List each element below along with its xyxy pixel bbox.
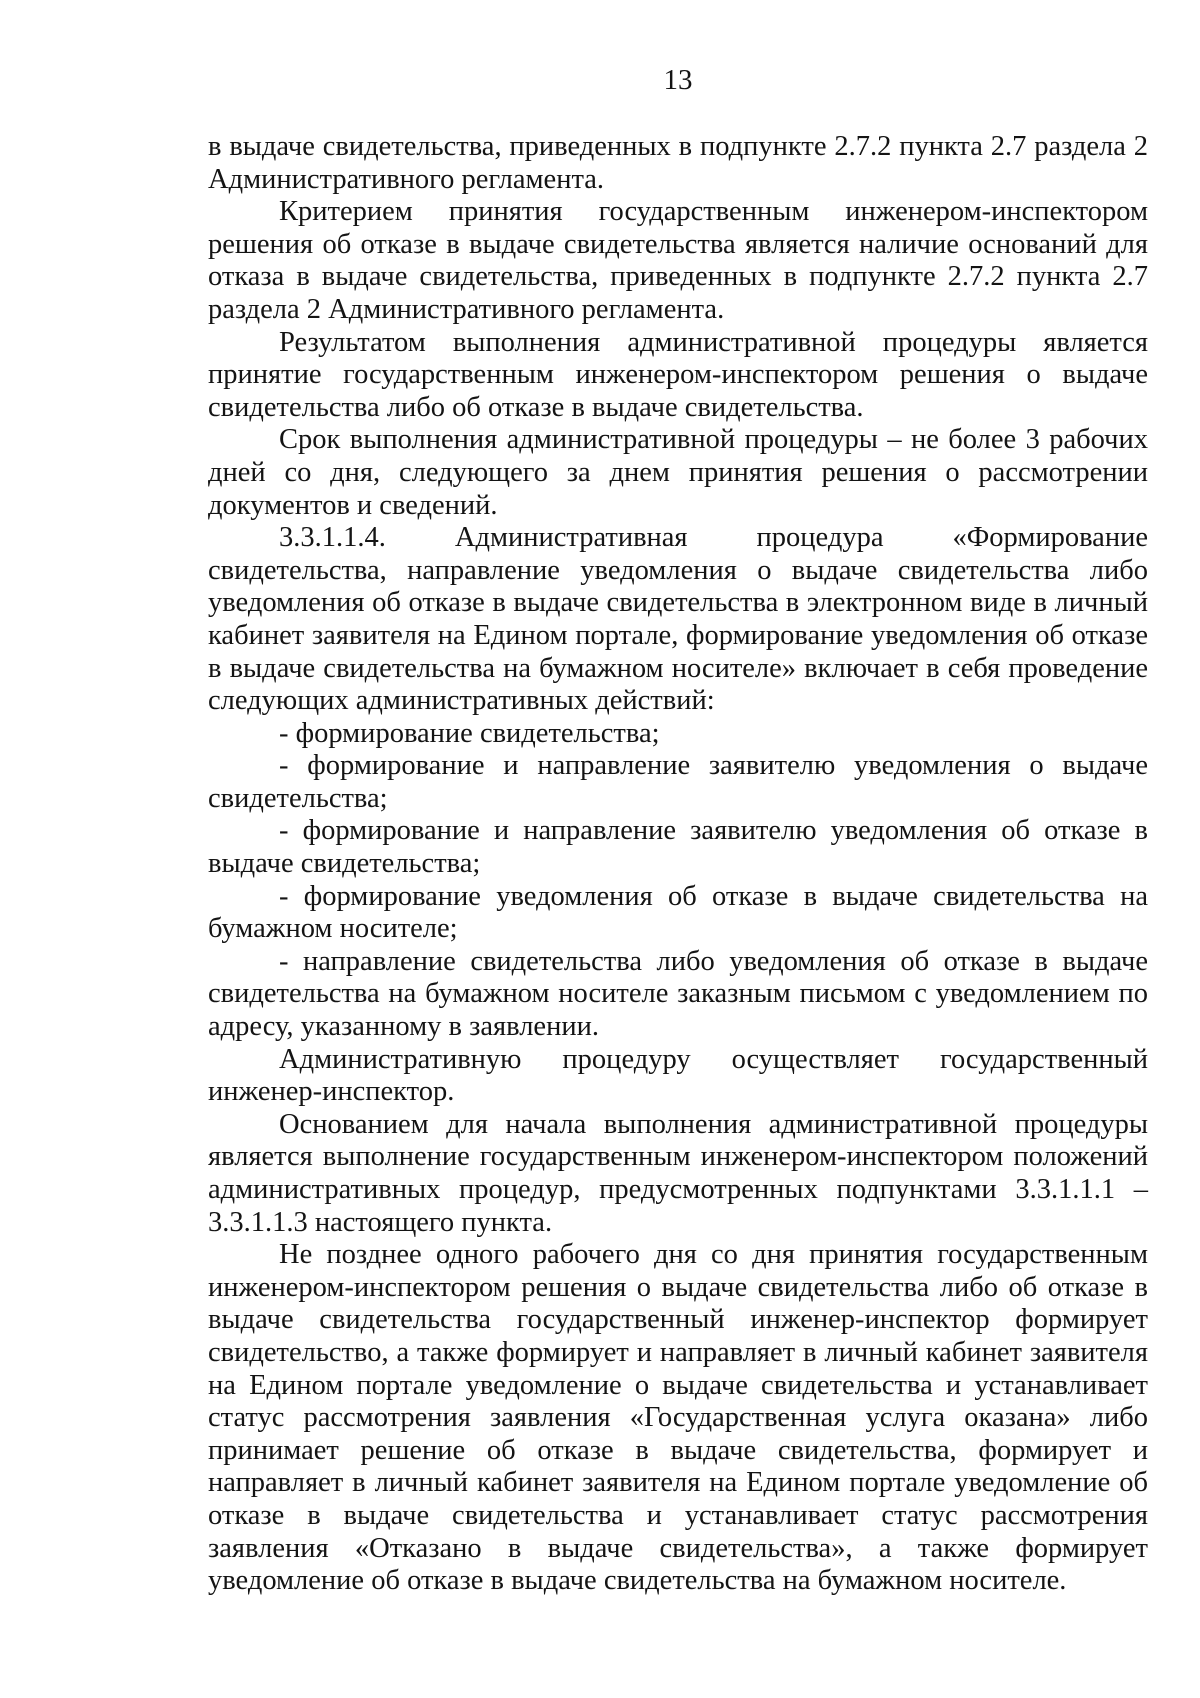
paragraph-procedure-deadline: Не позднее одного рабочего дня со дня принятия государственным инженером-инспектором решения о выдаче свидетельства либо об отказе в выдаче свидетельства государственный инженер-инспектор формирует свидетельство, а также формирует и направляет в личный кабинет заявителя на Едином портале уведомление о выдаче свидетельства и устанавливает статус рассмотрения заявления «Государственная услуга оказана» либо принимает решение об отказе в выдаче свидетельства, формирует и направляет в личный кабинет заявителя на Едином портале уведомление об отказе в выдаче свидетельства и устанавливает статус рассмотрения заявления «Отказано в выдаче свидетельства», а также формирует уведомление об отказе в выдаче свидетельства на бумажном носителе.: [208, 1239, 1148, 1597]
paragraph-procedure-executor: Административную процедуру осуществляет государственный инженер-инспектор.: [208, 1043, 1148, 1108]
list-item: - формирование и направление заявителю уведомления о выдаче свидетельства;: [208, 750, 1148, 814]
list-item: - формирование уведомления об отказе в выдаче свидетельства на бумажном носителе;: [208, 880, 1148, 945]
list-item: - направление свидетельства либо уведомления об отказе в выдаче свидетельства на бумажном носителе заказным письмом с уведомлением по адресу, указанному в заявлении.: [208, 945, 1148, 1043]
document-body: [208, 131, 1148, 1598]
paragraph-continuation: в выдаче свидетельства, приведенных в подпункте 2.7.2 пункта 2.7 раздела 2 Административного регламента.: [208, 131, 1148, 195]
paragraph-refusal-criterion: Критерием принятия государственным инженером-инспектором решения об отказе в выдаче свидетельства является наличие оснований для отказа в выдаче свидетельства, приведенных в подпункте 2.7.2 пункта 2.7 раздела 2 Административного регламента.: [208, 196, 1148, 325]
paragraph-procedure-basis: Основанием для начала выполнения административной процедуры является выполнение государственным инженером-инспектором положений административных процедур, предусмотренных подпунктами 3.3.1.1.1 – 3.3.1.1.3 настоящего пункта.: [208, 1108, 1148, 1238]
list-item: - формирование свидетельства;: [279, 717, 660, 749]
paragraph-procedure-result: Результатом выполнения административной процедуры является принятие государственным инженером-инспектором решения о выдаче свидетельства либо об отказе в выдаче свидетельства.: [208, 326, 1148, 423]
paragraph-section-3-3-1-1-4: 3.3.1.1.4. Административная процедура «Формирование свидетельства, направление уведомления о выдаче свидетельства либо уведомления об отказе в выдаче свидетельства в электронном виде в личный кабинет заявителя на Едином портале, формирование уведомления об отказе в выдаче свидетельства на бумажном носителе» включает в себя проведение следующих административных действий:: [208, 522, 1148, 717]
page-number: 13: [663, 64, 693, 96]
paragraph-procedure-term: Срок выполнения административной процедуры – не более 3 рабочих дней со дня, следующего за днем принятия решения о рассмотрении документов и сведений.: [208, 424, 1148, 521]
list-item: - формирование и направление заявителю уведомления об отказе в выдаче свидетельства;: [208, 815, 1148, 880]
